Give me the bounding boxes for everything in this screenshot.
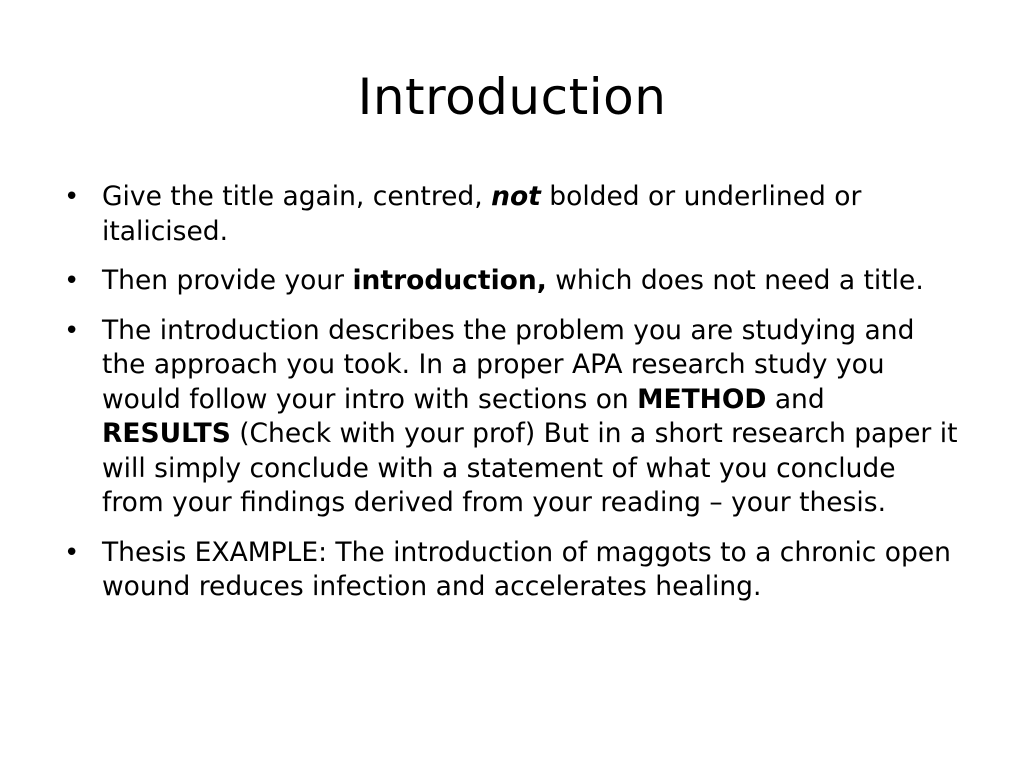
bullet-dot-icon: •	[64, 182, 80, 212]
bullet-segment: and	[766, 383, 825, 415]
bullet-segment: which does not need a title.	[546, 265, 924, 296]
bullet-dot-icon: •	[64, 315, 80, 346]
bullet-item	[60, 536, 960, 605]
bullet-segment: bolded or underlined or italicised.	[102, 181, 862, 247]
bullet-segment: Thesis EXAMPLE: The introduction of maggots to a chronic open wound reduces infection and accelerates healing.	[102, 536, 951, 602]
bullet-segment: (Check with your prof) But in a short research paper it will simply conclude with a statement of what you conclude from your findings derived from your reading – your thesis.	[102, 418, 958, 518]
bullet-segment: Give the title again, centred,	[102, 181, 492, 212]
bullet-item	[60, 180, 960, 249]
bullet-dot-icon: •	[64, 537, 80, 568]
bullet-segment-bold: METHOD	[637, 383, 767, 415]
bullet-dot-icon: •	[64, 266, 80, 296]
bullet-segment-emphasis: not	[491, 181, 541, 212]
bullet-text	[102, 181, 861, 247]
bullet-segment-bold: introduction,	[352, 265, 547, 296]
bullet-item	[60, 314, 960, 521]
bullet-text	[102, 265, 924, 296]
bullet-segment: The introduction describes the problem you are studying and the approach you took. In a proper APA research study you would follow your intro with sections on	[102, 314, 915, 415]
bullet-text	[102, 537, 951, 603]
bullet-item	[60, 264, 960, 299]
bullet-list	[60, 180, 960, 620]
bullet-text	[102, 315, 957, 519]
bullet-segment: Then provide your	[102, 265, 353, 296]
bullet-segment-bold: RESULTS	[102, 418, 231, 449]
slide-title: Introduction	[357, 68, 667, 126]
